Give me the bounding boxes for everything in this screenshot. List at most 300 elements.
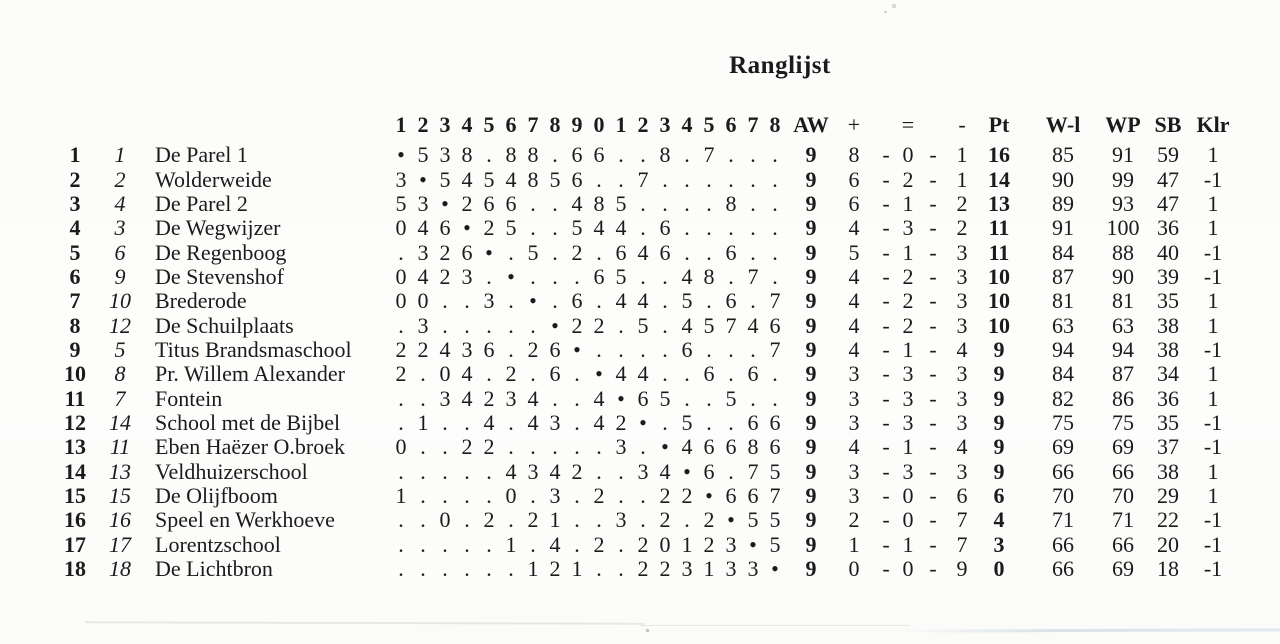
result-cell: 6 [483, 190, 495, 216]
result-cell: 4 [637, 361, 649, 387]
separator-dash: - [929, 215, 937, 241]
crosstable-header-digit: 7 [747, 112, 759, 137]
points-cell: 4 [993, 507, 1005, 533]
crosstable-header-digit: 3 [659, 112, 671, 137]
result-cell: 4 [461, 166, 473, 192]
seed-cell: 8 [114, 361, 126, 387]
result-cell: 8 [527, 142, 539, 168]
result-cell: . [398, 507, 404, 533]
self-bullet-cell: • [551, 312, 559, 338]
result-cell: . [662, 409, 668, 435]
board-points-cell: 70 [1052, 482, 1074, 508]
result-cell: 4 [417, 263, 429, 289]
draws-cell: 0 [902, 507, 914, 533]
result-cell: . [486, 458, 492, 484]
self-bullet-cell: • [419, 166, 427, 192]
result-cell: . [464, 507, 470, 533]
seed-cell: 16 [109, 507, 131, 533]
result-cell: . [398, 531, 404, 557]
result-cell: . [574, 531, 580, 557]
separator-dash: - [929, 239, 937, 265]
seed-cell: 9 [114, 263, 126, 289]
result-cell: 7 [747, 458, 759, 484]
seed-cell: 1 [114, 142, 126, 168]
crosstable-results [390, 362, 786, 386]
result-cell: 0 [395, 263, 407, 289]
wins-cell: 4 [848, 434, 860, 460]
result-cell: 4 [461, 385, 473, 411]
team-name: De Olijfboom [155, 482, 278, 508]
result-cell: . [750, 142, 756, 168]
result-cell: 3 [725, 556, 737, 582]
table-row [0, 289, 1280, 313]
result-cell: 3 [725, 531, 737, 557]
result-cell: . [420, 458, 426, 484]
losses-cell: 7 [956, 531, 968, 557]
points-cell: 11 [988, 239, 1010, 265]
losses-cell: 6 [956, 482, 968, 508]
result-cell: . [552, 215, 558, 241]
aw-cell: 9 [805, 166, 817, 192]
separator-dash: - [882, 507, 890, 533]
self-bullet-cell: • [595, 361, 603, 387]
result-cell: 5 [417, 142, 429, 168]
wins-cell: 2 [848, 507, 860, 533]
wins-cell: 3 [848, 458, 860, 484]
result-cell: . [486, 556, 492, 582]
result-cell: 3 [549, 482, 561, 508]
klr-cell: 1 [1207, 312, 1219, 338]
points-cell: 9 [993, 336, 1005, 362]
table-row [0, 216, 1280, 240]
board-points-cell: 66 [1052, 531, 1074, 557]
result-cell: . [442, 409, 448, 435]
result-cell: 7 [747, 263, 759, 289]
separator-dash: - [882, 336, 890, 362]
points-cell: 0 [993, 556, 1005, 582]
result-cell: 4 [483, 409, 495, 435]
result-cell: 4 [615, 288, 627, 314]
result-cell: 5 [703, 312, 715, 338]
crosstable-header-digit: 1 [395, 112, 407, 137]
crosstable-results [390, 338, 786, 362]
wins-cell: 3 [848, 361, 860, 387]
points-cell: 10 [988, 288, 1010, 314]
result-cell: 4 [681, 263, 693, 289]
result-cell: 2 [395, 336, 407, 362]
result-cell: . [772, 142, 778, 168]
sb-cell: 40 [1157, 239, 1179, 265]
wins-cell: 4 [848, 263, 860, 289]
result-cell: . [772, 239, 778, 265]
result-cell: . [530, 190, 536, 216]
result-cell: . [530, 482, 536, 508]
rank-cell: 1 [69, 142, 81, 168]
result-cell: . [596, 434, 602, 460]
crosstable-header [390, 113, 786, 137]
result-cell: . [684, 215, 690, 241]
result-cell: . [420, 556, 426, 582]
klr-cell: -1 [1203, 556, 1223, 582]
points-cell: 10 [988, 312, 1010, 338]
table-row [0, 435, 1280, 459]
seed-cell: 11 [109, 434, 131, 460]
result-cell: . [486, 361, 492, 387]
separator-dash: - [882, 458, 890, 484]
result-cell: . [552, 142, 558, 168]
separator-dash: - [929, 263, 937, 289]
sb-cell: 47 [1157, 190, 1179, 216]
seed-cell: 13 [109, 458, 131, 484]
team-name: Pr. Willem Alexander [155, 361, 345, 387]
result-cell: 8 [725, 190, 737, 216]
result-cell: 4 [527, 385, 539, 411]
result-cell: 6 [769, 312, 781, 338]
separator-dash: - [929, 361, 937, 387]
separator-dash: - [882, 215, 890, 241]
result-cell: 2 [703, 531, 715, 557]
result-cell: 3 [615, 434, 627, 460]
result-cell: 4 [747, 312, 759, 338]
result-cell: . [574, 434, 580, 460]
sb-cell: 59 [1157, 142, 1179, 168]
self-bullet-cell: • [485, 239, 493, 265]
result-cell: 8 [593, 190, 605, 216]
draws-cell: 3 [902, 409, 914, 435]
board-points-cell: 84 [1052, 361, 1074, 387]
result-cell: . [486, 142, 492, 168]
result-cell: 5 [769, 507, 781, 533]
team-name: Fontein [155, 385, 223, 411]
scan-edge-artifact [640, 625, 910, 626]
result-cell: . [552, 385, 558, 411]
klr-cell: -1 [1203, 239, 1223, 265]
result-cell: 1 [527, 556, 539, 582]
result-cell: 2 [593, 312, 605, 338]
rank-cell: 2 [69, 166, 81, 192]
self-bullet-cell: • [661, 434, 669, 460]
result-cell: . [552, 190, 558, 216]
result-cell: 3 [549, 409, 561, 435]
separator-dash: - [882, 361, 890, 387]
draws-cell: 1 [902, 434, 914, 460]
sb-column-header: SB [1154, 112, 1182, 137]
sb-cell: 36 [1157, 385, 1179, 411]
page-title: Ranglijst [729, 52, 831, 79]
result-cell: . [398, 556, 404, 582]
result-cell: 4 [549, 531, 561, 557]
board-points-cell: 81 [1052, 288, 1074, 314]
result-cell: 4 [505, 166, 517, 192]
crosstable-header-digit: 4 [461, 112, 473, 137]
ranking-table [0, 112, 1280, 581]
result-cell: 3 [747, 556, 759, 582]
crosstable-header-digit: 0 [593, 112, 605, 137]
wins-cell: 3 [848, 409, 860, 435]
losses-cell: 3 [956, 263, 968, 289]
result-cell: 4 [549, 458, 561, 484]
result-cell: 7 [769, 288, 781, 314]
self-bullet-cell: • [507, 263, 515, 289]
draws-cell: 1 [902, 531, 914, 557]
result-cell: . [750, 385, 756, 411]
team-name: Brederode [155, 288, 247, 314]
result-cell: 5 [725, 385, 737, 411]
points-cell: 14 [988, 166, 1010, 192]
self-bullet-cell: • [397, 142, 405, 168]
result-cell: . [662, 312, 668, 338]
result-cell: 6 [725, 239, 737, 265]
seed-cell: 14 [109, 409, 131, 435]
result-cell: 3 [527, 458, 539, 484]
result-cell: 5 [439, 166, 451, 192]
sb-cell: 39 [1157, 263, 1179, 289]
result-cell: . [662, 336, 668, 362]
result-cell: 6 [747, 409, 759, 435]
klr-cell: 1 [1207, 385, 1219, 411]
result-cell: 7 [637, 166, 649, 192]
team-name: De Parel 1 [155, 142, 248, 168]
result-cell: . [618, 531, 624, 557]
separator-dash: - [929, 531, 937, 557]
separator-dash: - [929, 385, 937, 411]
rank-cell: 5 [69, 239, 81, 265]
result-cell: 8 [703, 263, 715, 289]
result-cell: . [728, 361, 734, 387]
result-cell: . [552, 263, 558, 289]
result-cell: 0 [395, 215, 407, 241]
crosstable-results [390, 557, 786, 581]
result-cell: . [442, 458, 448, 484]
crosstable-header-digit: 5 [483, 112, 495, 137]
sb-cell: 37 [1157, 434, 1179, 460]
crosstable-results [390, 387, 786, 411]
sb-cell: 35 [1157, 288, 1179, 314]
scan-edge-artifact [895, 628, 1280, 632]
board-points-cell: 66 [1052, 556, 1074, 582]
sb-cell: 38 [1157, 336, 1179, 362]
result-cell: 3 [439, 385, 451, 411]
result-cell: 4 [637, 288, 649, 314]
result-cell: 4 [527, 409, 539, 435]
draws-cell: 3 [902, 458, 914, 484]
sb-cell: 29 [1157, 482, 1179, 508]
result-cell: 2 [527, 507, 539, 533]
wp-cell: 87 [1112, 361, 1134, 387]
crosstable-results [390, 168, 786, 192]
wp-cell: 100 [1106, 215, 1140, 241]
result-cell: 2 [483, 215, 495, 241]
result-cell: 2 [571, 458, 583, 484]
result-cell: . [442, 288, 448, 314]
result-cell: . [530, 312, 536, 338]
klr-cell: -1 [1203, 434, 1223, 460]
crosstable-results [390, 533, 786, 557]
separator-dash: - [929, 190, 937, 216]
draws-cell: 3 [902, 361, 914, 387]
points-cell: 10 [988, 263, 1010, 289]
seed-cell: 18 [109, 556, 131, 582]
result-cell: 4 [615, 361, 627, 387]
draws-cell: 2 [902, 166, 914, 192]
draws-cell: 0 [902, 482, 914, 508]
result-cell: . [772, 166, 778, 192]
sb-cell: 47 [1157, 166, 1179, 192]
result-cell: 2 [659, 482, 671, 508]
result-cell: . [684, 507, 690, 533]
result-cell: . [662, 190, 668, 216]
aw-cell: 9 [805, 482, 817, 508]
crosstable-header-digit: 8 [769, 112, 781, 137]
result-cell: 2 [571, 239, 583, 265]
result-cell: 2 [483, 434, 495, 460]
result-cell: . [530, 263, 536, 289]
table-row [0, 459, 1280, 483]
result-cell: 3 [395, 166, 407, 192]
result-cell: 0 [417, 288, 429, 314]
rank-cell: 15 [64, 482, 86, 508]
result-cell: . [574, 482, 580, 508]
result-cell: . [420, 482, 426, 508]
result-cell: . [684, 361, 690, 387]
result-cell: 2 [703, 507, 715, 533]
result-cell: 6 [439, 215, 451, 241]
result-cell: . [728, 215, 734, 241]
result-cell: 5 [483, 166, 495, 192]
result-cell: . [596, 288, 602, 314]
result-cell: 5 [769, 531, 781, 557]
result-cell: . [640, 263, 646, 289]
rank-cell: 11 [64, 385, 86, 411]
team-name: Lorentzschool [155, 531, 281, 557]
seed-cell: 2 [114, 166, 126, 192]
result-cell: . [640, 336, 646, 362]
board-points-column-header: W-l [1045, 112, 1081, 137]
separator-dash: - [929, 142, 937, 168]
separator-dash: - [882, 166, 890, 192]
team-name: De Wegwijzer [155, 215, 281, 241]
result-cell: . [508, 409, 514, 435]
result-cell: . [618, 166, 624, 192]
scan-edge-artifact [85, 621, 645, 624]
crosstable-results [390, 484, 786, 508]
result-cell: 2 [395, 361, 407, 387]
wp-cell: 75 [1112, 409, 1134, 435]
rank-cell: 17 [64, 531, 86, 557]
points-cell: 11 [988, 215, 1010, 241]
result-cell: . [574, 263, 580, 289]
separator-dash: - [882, 190, 890, 216]
board-points-cell: 91 [1052, 215, 1074, 241]
points-cell: 9 [993, 434, 1005, 460]
result-cell: 5 [681, 288, 693, 314]
result-cell: . [530, 434, 536, 460]
result-cell: 6 [769, 409, 781, 435]
seed-cell: 3 [114, 215, 126, 241]
result-cell: 0 [395, 288, 407, 314]
wins-cell: 3 [848, 482, 860, 508]
aw-cell: 9 [805, 434, 817, 460]
result-cell: 3 [417, 239, 429, 265]
rank-cell: 12 [64, 409, 86, 435]
result-cell: . [464, 409, 470, 435]
crosstable-results [390, 216, 786, 240]
team-name: De Schuilplaats [155, 312, 294, 338]
crosstable-header-digit: 4 [681, 112, 693, 137]
points-cell: 16 [988, 142, 1010, 168]
wp-cell: 81 [1112, 288, 1134, 314]
result-cell: . [442, 482, 448, 508]
self-bullet-cell: • [441, 190, 449, 216]
separator-dash: - [929, 458, 937, 484]
self-bullet-cell: • [529, 288, 537, 314]
table-row [0, 143, 1280, 167]
result-cell: . [640, 215, 646, 241]
result-cell: . [772, 215, 778, 241]
klr-cell: -1 [1203, 263, 1223, 289]
scan-speck [646, 629, 649, 632]
result-cell: 2 [549, 556, 561, 582]
losses-cell: 2 [956, 190, 968, 216]
result-cell: 5 [571, 215, 583, 241]
result-cell: . [596, 556, 602, 582]
result-cell: . [618, 458, 624, 484]
result-cell: . [706, 215, 712, 241]
result-cell: . [640, 434, 646, 460]
result-cell: . [574, 409, 580, 435]
result-cell: . [750, 239, 756, 265]
result-cell: 8 [659, 142, 671, 168]
separator-dash: - [929, 556, 937, 582]
aw-cell: 9 [805, 507, 817, 533]
losses-cell: 3 [956, 312, 968, 338]
result-cell: 7 [769, 482, 781, 508]
losses-cell: 7 [956, 507, 968, 533]
result-cell: . [508, 239, 514, 265]
sb-cell: 34 [1157, 361, 1179, 387]
aw-cell: 9 [805, 239, 817, 265]
crosstable-header-digit: 6 [505, 112, 517, 137]
sb-cell: 38 [1157, 312, 1179, 338]
result-cell: 5 [549, 166, 561, 192]
separator-dash: - [929, 288, 937, 314]
table-row [0, 240, 1280, 264]
points-cell: 9 [993, 458, 1005, 484]
result-cell: . [706, 409, 712, 435]
self-bullet-cell: • [617, 385, 625, 411]
result-cell: . [420, 507, 426, 533]
wins-cell: 3 [848, 385, 860, 411]
crosstable-results [390, 435, 786, 459]
result-cell: 6 [725, 434, 737, 460]
result-cell: . [596, 507, 602, 533]
result-cell: . [640, 142, 646, 168]
result-cell: . [684, 239, 690, 265]
rank-cell: 9 [69, 336, 81, 362]
scan-speck [884, 11, 887, 13]
result-cell: . [640, 482, 646, 508]
result-cell: . [618, 556, 624, 582]
table-row [0, 192, 1280, 216]
result-cell: 2 [439, 263, 451, 289]
wp-cell: 69 [1112, 434, 1134, 460]
wp-cell: 94 [1112, 336, 1134, 362]
result-cell: 6 [725, 482, 737, 508]
table-header-row [0, 112, 1280, 138]
result-cell: 2 [659, 556, 671, 582]
separator-dash: - [929, 434, 937, 460]
table-row [0, 557, 1280, 581]
